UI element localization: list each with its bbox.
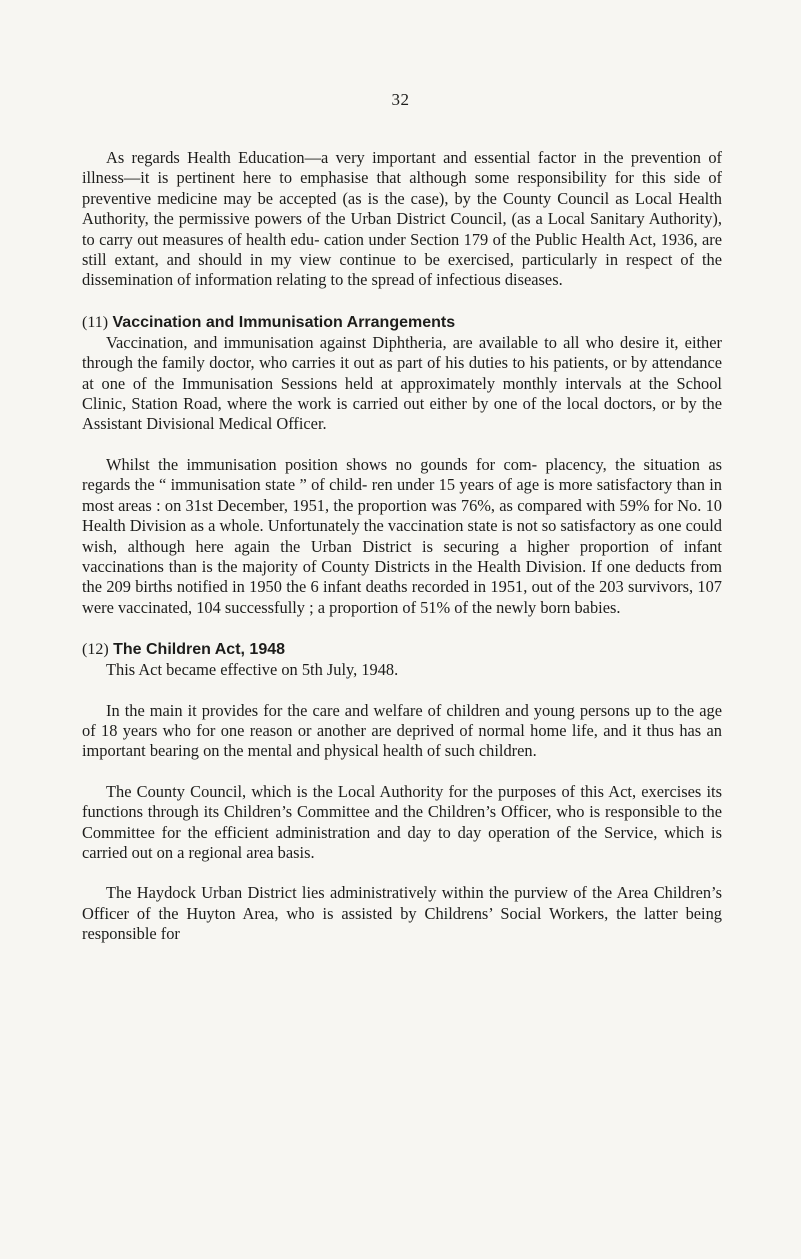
paragraph-county-council: The County Council, which is the Local Authority for the purposes of this Act, exercises its functions through its Children’s Committee and the Children’s Officer, who is responsible to the Committee for the efficient administration and day to day operation of the Service, which is carried out on a regional area basis.: [82, 781, 722, 862]
page-number: 32: [391, 90, 410, 109]
section-title-children-act: The Children Act, 1948: [113, 641, 286, 659]
section-number-11: (11): [82, 313, 109, 331]
paragraph-haydock-district: The Haydock Urban District lies administratively within the purview of the Area Children’s Officer of the Huyton Area, who is assisted by Childrens’ Social Workers, the latter being responsible for: [82, 883, 722, 944]
paragraph-immunisation-position: Whilst the immunisation position shows no gounds for com- placency, the situation as regards the “ immunisation state ” of child- ren under 15 years of age is more satisfactory than in most areas : on 31st December, 1951, the proportion was 76%, as compared with 59% for No. 10 Health Division as a whole. Unfortunately the vaccination state is not so satisfactory as one could wish, although here again the Urban District is securing a higher proportion of infant vaccinations than is the majority of County Districts in the Health Division. If one deducts from the 209 births notified in 1950 the 6 infant deaths recorded in 1951, out of the 203 survivors, 107 were vaccinated, 104 successfully ; a proportion of 51% of the newly born babies.: [82, 454, 722, 617]
paragraph-act-effective: This Act became effective on 5th July, 1948.: [106, 660, 399, 680]
document-body: [82, 148, 722, 945]
section-heading-vaccination: [82, 313, 722, 333]
section-number-12: (12): [82, 641, 109, 659]
paragraph-health-education: As regards Health Education—a very important and essential factor in the prevention of illness—it is pertinent here to emphasise that although some responsibility for this side of preventive medicine may be accepted (as is the case), by the County Council as Local Health Authority, the permissive powers of the Urban District Council, (as a Local Sanitary Authority), to carry out measures of health edu- cation under Section 179 of the Public Health Act, 1936, are still extant, and should in my view continue to be exercised, particularly in respect of the dissemination of information relating to the spread of infectious diseases.: [82, 148, 722, 290]
section-title-vaccination: Vaccination and Immunisation Arrangements: [112, 313, 456, 331]
section-heading-children-act: [82, 640, 722, 660]
paragraph-vaccination-availability: Vaccination, and immunisation against Diphtheria, are available to all who desire it, either through the family doctor, who carries it out as part of his duties to his patients, or by attendance at one of the Immunisation Sessions held at approximately monthly intervals at the School Clinic, Station Road, where the work is carried out either by one of the local doctors, or by the Assistant Divisional Medical Officer.: [82, 332, 722, 434]
paragraph-act-provisions: In the main it provides for the care and welfare of children and young persons up to the age of 18 years who for one reason or another are deprived of normal home life, and it thus has an important bearing on the mental and physical health of such children.: [82, 700, 722, 761]
